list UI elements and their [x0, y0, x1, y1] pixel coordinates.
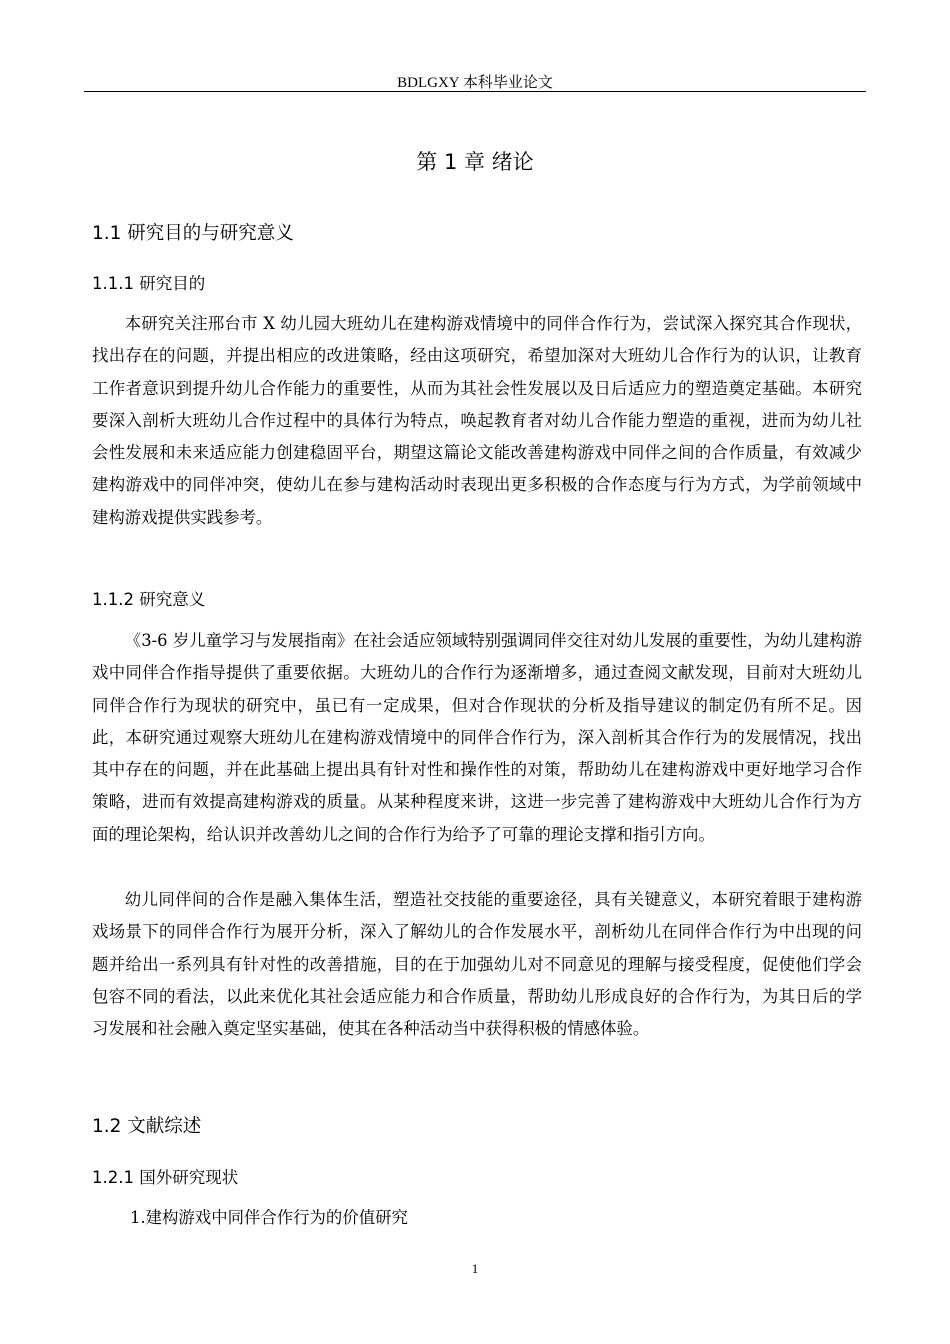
- paragraph-research-significance-1: 《3-6 岁儿童学习与发展指南》在社会适应领域特别强调同伴交往对幼儿发展的重要性，为幼儿建构游戏中同伴合作指导提供了重要依据。大班幼儿的合作行为逐渐增多，通过查阅文献发现，目前对大班幼儿同伴合作行为现状的研究中，虽已有一定成果，但对合作现状的分析及指导建议的制定仍有所不足。因此，本研究通过观察大班幼儿在建构游戏情境中的同伴合作行为，深入剖析其合作行为的发展情况，找出其中存在的问题，并在此基础上提出具有针对性和操作性的对策，帮助幼儿在建构游戏中更好地学习合作策略，进而有效提高建构游戏的质量。从某种程度来讲，这进一步完善了建构游戏中大班幼儿合作行为方面的理论架构，给认识并改善幼儿之间的合作行为给予了可靠的理论支撑和指引方向。: [92, 631, 862, 844]
- paragraph-research-significance-2: 幼儿同伴间的合作是融入集体生活，塑造社交技能的重要途径，具有关键意义，本研究着眼于建构游戏场景下的同伴合作行为展开分析，深入了解幼儿的合作发展水平，剖析幼儿在同伴合作行为中出现的问题并给出一系列具有针对性的改善措施，目的在于加强幼儿对不同意见的理解与接受程度，促使他们学会包容不同的看法，以此来优化其社会适应能力和合作质量，帮助幼儿形成良好的合作行为，为其日后的学习发展和社会融入奠定坚实基础，使其在各种活动当中获得积极的情感体验。: [92, 890, 862, 1039]
- section-heading-1-2: 1.2 文献综述: [92, 1116, 202, 1137]
- list-item-1: 1.建构游戏中同伴合作行为的价值研究: [130, 1208, 408, 1227]
- section-heading-1-1: 1.1 研究目的与研究意义: [92, 223, 294, 244]
- chapter-title: 第 1 章 绪论: [416, 150, 534, 174]
- running-header: BDLGXY 本科毕业论文: [397, 75, 553, 91]
- subsection-heading-1-2-1: 1.2.1 国外研究现状: [92, 1168, 239, 1187]
- paragraph-research-purpose: 本研究关注邢台市 X 幼儿园大班幼儿在建构游戏情境中的同伴合作行为，尝试深入探究其合作现状，找出存在的问题，并提出相应的改进策略，经由这项研究，希望加深对大班幼儿合作行为的认识，让教育工作者意识到提升幼儿合作能力的重要性，从而为其社会性发展以及日后适应力的塑造奠定基础。本研究要深入剖析大班幼儿合作过程中的具体行为特点，唤起教育者对幼儿合作能力塑造的重视，进而为幼儿社会性发展和未来适应能力创建稳固平台，期望这篇论文能改善建构游戏中同伴之间的合作质量，有效减少建构游戏中的同伴冲突，使幼儿在参与建构活动时表现出更多积极的合作态度与行为方式，为学前领域中建构游戏提供实践参考。: [92, 314, 862, 527]
- header-rule: [84, 91, 866, 92]
- subsection-heading-1-1-2: 1.1.2 研究意义: [92, 590, 206, 609]
- page-number: 1: [471, 1261, 479, 1276]
- subsection-heading-1-1-1: 1.1.1 研究目的: [92, 274, 206, 293]
